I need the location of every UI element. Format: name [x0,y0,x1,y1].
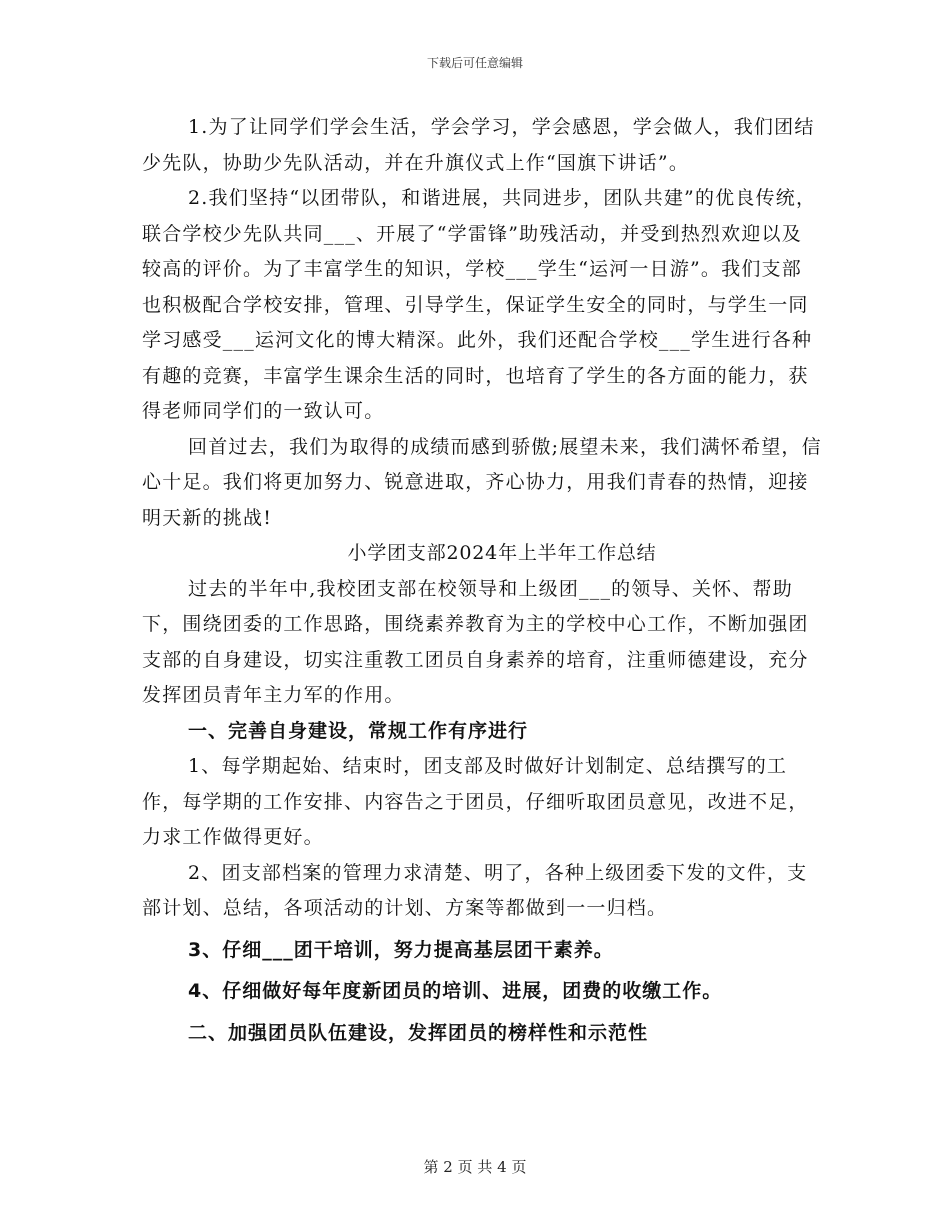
bold-item-4: 4、仔细做好每年度新团员的培训、进展，团费的收缴工作。 [188,980,723,1002]
page-footer: 第 2 页 共 4 页 [423,1158,527,1176]
section-heading-2: 二、加强团员队伍建设，发挥团员的榜样性和示范性 [188,1021,649,1044]
page-header: 下载后可任意编辑 [426,56,523,70]
paragraph-4: 过去的半年中,我校团支部在校领导和上级团___的领导、关怀、帮助下，围绕团委的工作思路，围绕素养教育为主的学校中心工作，不断加强团支部的自身建设，切实注重教工团员自身素养的培育，注重师德建设，充分发挥团员青年主力军的作用。 [142,577,809,706]
paragraph-1: 1.为了让同学们学会生活，学会学习，学会感恩，学会做人，我们团结少先队，协助少先队活动，并在升旗仪式上作“国旗下讲话”。 [142,116,815,174]
paragraph-6: 2、团支部档案的管理力求清楚、明了，各种上级团委下发的文件，支部计划、总结，各项活动的计划、方案等都做到一一归档。 [142,861,808,919]
paragraph-3: 回首过去，我们为取得的成绩而感到骄傲;展望未来，我们满怀希望，信心十足。我们将更加努力、锐意进取，齐心协力，用我们青春的热情，迎接明天新的挑战! [142,435,822,529]
paragraph-5: 1、每学期起始、结束时，团支部及时做好计划制定、总结撰写的工作，每学期的工作安排、内容告之于团员，仔细听取团员意见，改进不足，力求工作做得更好。 [142,755,809,848]
document-body [142,110,822,1051]
paragraph-2: 2.我们坚持“以团带队，和谐进展，共同进步，团队共建”的优良传统，联合学校少先队共同___、开展了“学雷锋”助残活动，并受到热烈欢迎以及较高的评价。为了丰富学生的知识，学校___学生“运河一日游”。我们支部也积极配合学校安排，管理、引导学生，保证学生安全的同时，与学生一同学习感受___运河文化的博大精深。此外，我们还配合学校___学生进行各种有趣的竞赛，丰富学生课余生活的同时，也培育了学生的各方面的能力，获得老师同学们的一致认可。 [142,187,817,422]
document-title: 小学团支部2024年上半年工作总结 [347,542,657,564]
section-heading-1: 一、完善自身建设，常规工作有序进行 [188,719,529,742]
bold-item-3: 3、仔细___团干培训，努力提高基层团干素养。 [188,938,614,961]
